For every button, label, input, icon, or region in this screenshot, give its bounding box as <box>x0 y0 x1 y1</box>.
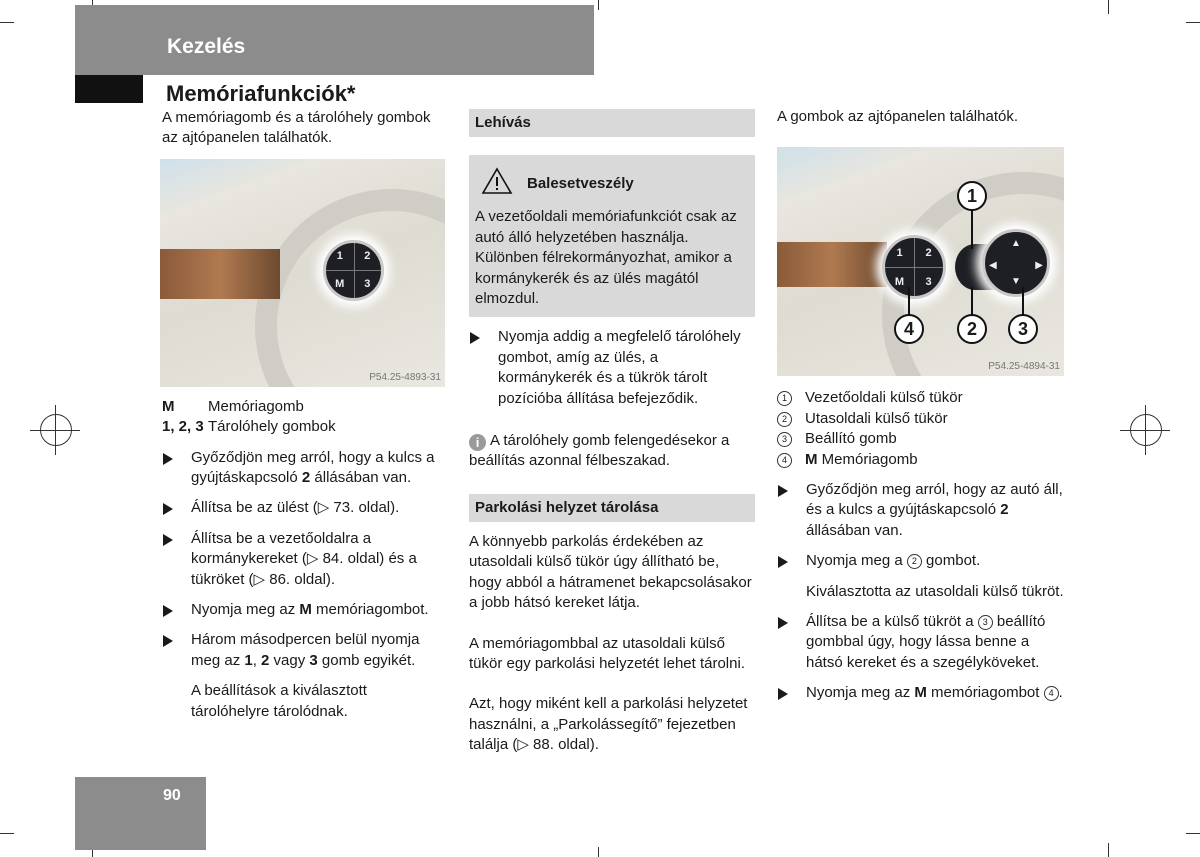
bullet-triangle-icon <box>163 503 173 515</box>
callout-1: 1 <box>957 181 987 211</box>
column-2 <box>469 109 755 766</box>
callout-3: 3 <box>1008 314 1038 344</box>
instruction-item <box>162 529 447 590</box>
bullet-triangle-icon <box>163 453 173 465</box>
text: Nyomja meg a <box>806 552 907 570</box>
mirror-memory-illustration <box>777 147 1064 376</box>
paragraph: Azt, hogy miként kell a parkolási helyzetet használni, a „Parkolássegítő” fejezetben találja (▷ 88. oldal). <box>469 695 748 754</box>
bullet-triangle-icon <box>778 617 788 629</box>
text-segment: , <box>252 651 262 669</box>
crop-mark <box>598 847 599 857</box>
key-2: 2 <box>364 250 371 263</box>
key-1: 1 <box>336 250 343 263</box>
wood-trim <box>160 249 280 299</box>
instruction-item <box>469 327 755 409</box>
text-segment: Állítsa be a vezetőoldalra a kormánykereket (▷ 84. oldal) és a tükröket (▷ 86. oldal). <box>191 529 417 588</box>
section-header-bar <box>75 5 594 75</box>
legend-row <box>777 409 1067 429</box>
number-circle-icon: 1 <box>777 391 792 406</box>
text-segment: 2 <box>261 651 270 669</box>
legend-text: Memóriagomb <box>208 397 304 415</box>
text: Nyomja meg az <box>806 684 915 702</box>
wood-trim <box>777 242 887 287</box>
info-note <box>469 431 755 472</box>
callout-4: 4 <box>894 314 924 344</box>
callout-2: 2 <box>957 314 987 344</box>
warning-title: Balesetveszély <box>527 175 634 192</box>
bullet-triangle-icon <box>163 635 173 647</box>
legend-row <box>162 397 447 417</box>
figure-code: P54.25-4894-31 <box>988 361 1060 373</box>
legend-text: Utasoldali külső tükör <box>805 409 948 427</box>
bullet-triangle-icon <box>778 485 788 497</box>
legend-key: M <box>162 397 175 415</box>
text-segment: 3 <box>309 651 318 669</box>
legend-key: M <box>805 450 818 468</box>
text-segment: Három másodpercen belül nyomja meg az <box>191 631 420 669</box>
bullet-triangle-icon <box>778 688 788 700</box>
number-circle-icon: 4 <box>777 453 792 468</box>
warning-text: A vezetőoldali memóriafunkciót csak az autó álló helyzetében használja. Különben félrekormányozhat, amikor a kormánykerék és az ülés magától elmozdul. <box>475 208 737 308</box>
result-text: A beállítások a kiválasztott tárolóhelyre tárolódnak. <box>191 682 367 720</box>
memory-button-cluster <box>323 240 384 301</box>
figure-code: P54.25-4893-31 <box>369 371 441 383</box>
crop-mark <box>598 0 599 10</box>
instruction-item <box>777 612 1067 673</box>
legend-text: Tárolóhely gombok <box>208 418 336 436</box>
section-title: Kezelés <box>167 35 246 58</box>
section-heading-recall: Lehívás <box>469 109 755 137</box>
instruction-item <box>162 600 447 620</box>
legend <box>777 388 1067 470</box>
text-segment: Állítsa be az ülést (▷ 73. oldal). <box>191 499 400 517</box>
text-segment: Nyomja meg az <box>191 601 300 619</box>
key-3: 3 <box>925 275 932 288</box>
instruction-item <box>162 448 447 489</box>
info-text: A tárolóhely gomb felengedésekor a beállítás azonnal félbeszakad. <box>469 432 730 470</box>
page-number: 90 <box>163 787 181 804</box>
legend-text: Beállító gomb <box>805 430 897 448</box>
instruction-list <box>162 448 447 672</box>
intro-text: A memóriagomb és a tárolóhely gombok az ajtópanelen találhatók. <box>162 109 431 147</box>
instruction-item <box>162 498 447 518</box>
instruction-text: Nyomja addig a megfelelő tárolóhely gombot, amíg az ülés, a kormánykerék és a tükrök tárolt pozícióba állítása befejeződik. <box>498 328 741 407</box>
number-circle-icon: 2 <box>907 554 922 569</box>
text-segment: gomb egyikét. <box>317 651 416 669</box>
crop-mark <box>1186 22 1200 23</box>
column-3 <box>777 107 1067 714</box>
paragraph: A memóriagombbal az utasoldali külső tükör egy parkolási helyzetét lehet tárolni. <box>469 634 745 672</box>
section-heading-parking: Parkolási helyzet tárolása <box>469 494 755 522</box>
legend-row <box>777 450 1067 470</box>
warning-box <box>469 155 755 317</box>
key-1: 1 <box>896 246 903 259</box>
text: M <box>914 684 927 702</box>
text-segment: Győződjön meg arról, hogy az autó áll, és a kulcs a gyújtáskapcsoló <box>806 481 1063 519</box>
header-black-tab <box>75 75 143 103</box>
text: . <box>1058 684 1063 702</box>
info-icon: i <box>469 434 486 451</box>
number-circle-icon: 3 <box>978 615 993 630</box>
memory-buttons-illustration <box>160 159 445 387</box>
legend-row <box>162 417 447 437</box>
instruction-item <box>162 630 447 671</box>
number-circle-icon: 3 <box>777 432 792 447</box>
column-1 <box>162 108 447 732</box>
text-segment: M <box>299 601 312 619</box>
instruction-item <box>777 480 1067 541</box>
crop-mark <box>1108 843 1109 857</box>
registration-mark <box>1130 414 1162 446</box>
instruction-item <box>777 551 1067 571</box>
bullet-triangle-icon <box>163 605 173 617</box>
bullet-triangle-icon <box>470 332 480 344</box>
legend-row <box>777 429 1067 449</box>
text: memóriagombot <box>926 684 1044 702</box>
page-number-box <box>75 777 206 850</box>
crop-mark <box>1108 0 1109 14</box>
text: beállító gombbal úgy, hogy lássa benne a hátsó kereket és a szegélyköveket. <box>806 613 1046 671</box>
memory-button-cluster <box>882 235 946 299</box>
text-segment: memóriagombot. <box>311 601 429 619</box>
warning-triangle-icon <box>481 167 513 201</box>
crop-mark <box>0 22 14 23</box>
crop-mark <box>0 833 14 834</box>
result-text: Kiválasztotta az utasoldali külső tükröt. <box>806 582 1064 600</box>
text-segment: állásában van. <box>806 521 903 539</box>
text-segment: állásában van. <box>310 469 412 487</box>
legend-text: Vezetőoldali külső tükör <box>805 389 963 407</box>
key-m: M <box>894 275 905 288</box>
legend-text: Memóriagomb <box>821 450 918 468</box>
text-segment: 1 <box>244 651 253 669</box>
bullet-triangle-icon <box>163 534 173 546</box>
legend-key: 1, 2, 3 <box>162 418 204 436</box>
number-circle-icon: 4 <box>1044 686 1059 701</box>
text-segment: 2 <box>301 469 311 487</box>
registration-mark <box>40 414 72 446</box>
bullet-triangle-icon <box>778 556 788 568</box>
key-m: M <box>335 277 345 290</box>
text: gombot. <box>921 552 981 570</box>
key-2: 2 <box>925 246 932 259</box>
paragraph: A könnyebb parkolás érdekében az utasoldali külső tükör úgy állítható be, hogy abból a hátramenet bekapcsolásakor a jobb hátsó kereket látja. <box>469 532 752 612</box>
text: Állítsa be a külső tükröt a <box>806 613 978 631</box>
text-segment: 2 <box>1000 501 1009 519</box>
adjust-button: ▲ ▼ ◀ ▶ <box>982 229 1050 297</box>
text-segment: vagy <box>269 651 310 669</box>
crop-mark <box>1186 833 1200 834</box>
number-circle-icon: 2 <box>777 412 792 427</box>
legend-row <box>777 388 1067 408</box>
key-3: 3 <box>364 277 371 290</box>
page-title: Memóriafunkciók* <box>166 81 356 106</box>
intro-text: A gombok az ajtópanelen találhatók. <box>777 108 1019 125</box>
text-segment: Győződjön meg arról, hogy a kulcs a gyújtáskapcsoló <box>191 448 435 487</box>
instruction-item <box>777 683 1067 703</box>
